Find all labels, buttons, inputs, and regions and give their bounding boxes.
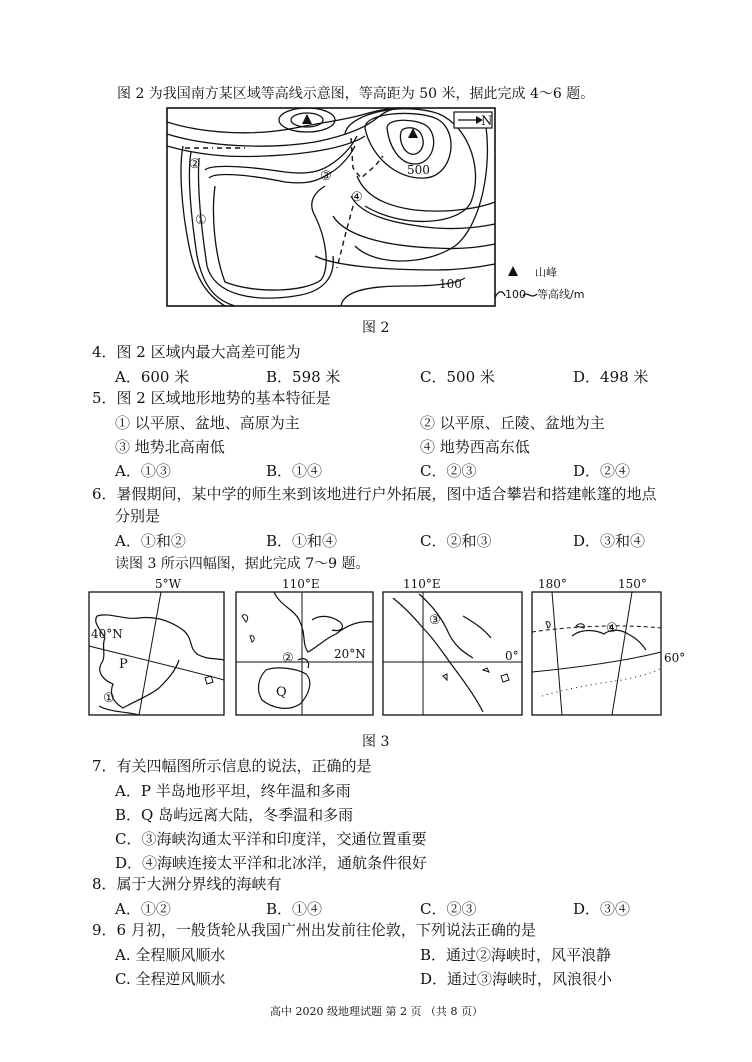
figure-3-map-4 xyxy=(532,576,702,716)
q5-option-c[interactable]: C．②③ xyxy=(420,462,477,480)
q9-stem: 9．6 月初，一般货轮从我国广州出发前往伦敦，下列说法正确的是 xyxy=(92,921,536,939)
map4-marker-4: ④ xyxy=(606,621,618,636)
q9-option-c[interactable]: C. 全程逆风顺水 xyxy=(115,970,226,988)
q6-option-b[interactable]: B．①和④ xyxy=(266,532,338,550)
q8-option-d[interactable]: D．③④ xyxy=(573,900,631,918)
q5-option-a[interactable]: A．①③ xyxy=(115,462,171,480)
q4-option-a[interactable]: A．600 米 xyxy=(115,368,190,386)
q6-option-d[interactable]: D．③和④ xyxy=(573,532,646,550)
contour-100-label: 100 xyxy=(439,277,462,291)
figure-3-map-3 xyxy=(383,576,523,716)
figure-3-caption: 图 3 xyxy=(362,734,390,750)
q7-option-b[interactable]: B．Q 岛屿远离大陆，冬季温和多雨 xyxy=(115,806,354,824)
q4-option-d[interactable]: D．498 米 xyxy=(573,368,649,386)
contour-500-label: 500 xyxy=(407,163,430,177)
marker-2: ② xyxy=(189,157,201,172)
q4-option-b[interactable]: B．598 米 xyxy=(266,368,341,386)
map1-latitude: 40°N xyxy=(91,627,123,641)
map3-longitude: 110°E xyxy=(403,577,441,591)
legend-peak-icon xyxy=(508,266,518,276)
figure-3-map-2 xyxy=(236,576,374,716)
q9-option-b[interactable]: B．通过②海峡时，风平浪静 xyxy=(420,946,612,964)
marker-1: ① xyxy=(195,213,207,228)
q5-item-2: ② 以平原、丘陵、盆地为主 xyxy=(420,414,605,432)
q5-item-4: ④ 地势西高东低 xyxy=(420,438,530,456)
peak-icon xyxy=(302,114,312,124)
legend-peak-label: 山峰 xyxy=(535,266,557,279)
q9-option-a[interactable]: A. 全程顺风顺水 xyxy=(115,946,226,964)
q7-stem: 7．有关四幅图所示信息的说法，正确的是 xyxy=(92,757,372,775)
map4-longitude-right: 150° xyxy=(618,577,647,591)
q7-option-d[interactable]: D．④海峡连接太平洋和北冰洋，通航条件很好 xyxy=(115,854,428,872)
map3-latitude: 0° xyxy=(505,649,519,663)
q6-stem-line2: 分别是 xyxy=(115,507,161,525)
map1-p-label: P xyxy=(119,657,128,672)
q5-item-3: ③ 地势北高南低 xyxy=(115,438,225,456)
q5-option-d[interactable]: D．②④ xyxy=(573,462,631,480)
map2-latitude: 20°N xyxy=(334,647,366,661)
intro-fig2: 图 2 为我国南方某区域等高线示意图，等高距为 50 米，据此完成 4～6 题。 xyxy=(117,86,595,102)
figure-3-map-1 xyxy=(89,576,225,716)
legend-contour-label: 等高线/m xyxy=(537,288,585,301)
map4-latitude: 60° xyxy=(664,651,686,665)
q5-item-1: ① 以平原、盆地、高原为主 xyxy=(115,414,300,432)
map1-marker-1: ① xyxy=(103,691,115,706)
q6-option-c[interactable]: C．②和③ xyxy=(420,532,492,550)
q7-option-c[interactable]: C．③海峡沟通太平洋和印度洋，交通位置重要 xyxy=(115,830,427,848)
map3-marker-3: ③ xyxy=(429,613,441,628)
q8-stem: 8．属于大洲分界线的海峡有 xyxy=(92,875,282,893)
intro-fig3: 读图 3 所示四幅图，据此完成 7～9 题。 xyxy=(115,556,370,572)
q4-option-c[interactable]: C．500 米 xyxy=(420,368,495,386)
figure-2-contour-map xyxy=(165,106,585,311)
marker-3: ③ xyxy=(320,169,332,184)
q9-option-d[interactable]: D．通过③海峡时，风浪很小 xyxy=(420,970,613,988)
map1-longitude: 5°W xyxy=(155,577,181,591)
map2-q-label: Q xyxy=(276,685,287,700)
north-label: N xyxy=(481,114,493,129)
q5-option-b[interactable]: B．①④ xyxy=(266,462,323,480)
q5-stem: 5．图 2 区域地形地势的基本特征是 xyxy=(92,389,331,407)
marker-4: ④ xyxy=(351,190,363,205)
figure-2-caption: 图 2 xyxy=(362,320,390,336)
q8-option-a[interactable]: A．①② xyxy=(115,900,171,918)
q8-option-b[interactable]: B．①④ xyxy=(266,900,323,918)
map4-longitude-left: 180° xyxy=(538,577,567,591)
q7-option-a[interactable]: A．P 半岛地形平坦，终年温和多雨 xyxy=(115,782,351,800)
q4-stem: 4．图 2 区域内最大高差可能为 xyxy=(92,343,301,361)
q6-stem-line1: 6．暑假期间，某中学的师生来到该地进行户外拓展，图中适合攀岩和搭建帐篷的地点 xyxy=(92,485,657,503)
q8-option-c[interactable]: C．②③ xyxy=(420,900,477,918)
map2-longitude: 110°E xyxy=(282,577,320,591)
legend-contour-value: 100 xyxy=(505,288,526,301)
page-footer: 高中 2020 级地理试题 第 2 页 （共 8 页） xyxy=(270,1005,483,1018)
q6-option-a[interactable]: A．①和② xyxy=(115,532,186,550)
map2-marker-2: ② xyxy=(282,651,294,666)
